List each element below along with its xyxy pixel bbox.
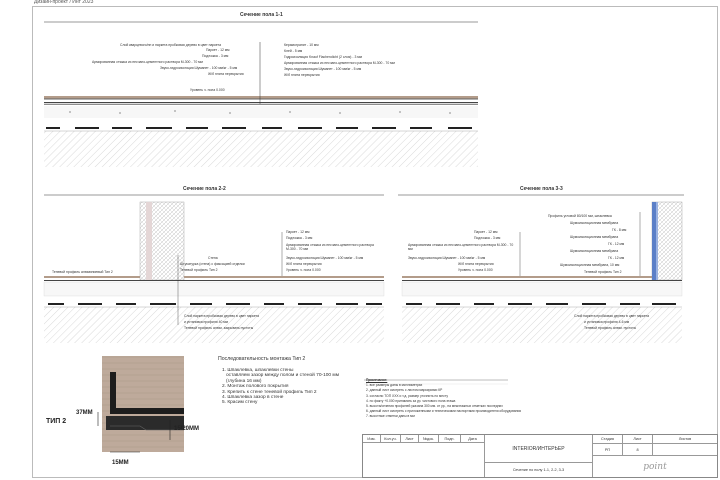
tb-project: INTERIOR/ИНТЕРЬЕР — [485, 435, 593, 463]
section-1-1-title: Сечение пола 1-1 — [240, 12, 283, 18]
tb-header: Кол.уч. — [381, 435, 401, 443]
tb-sheets — [653, 444, 717, 456]
section-2-2-title: Сечение пола 2-2 — [183, 186, 226, 192]
s2-right-note: Ж/б плита перекрытия — [286, 262, 322, 266]
note-line: 4. по факту +0.000 принимать за ур. чистового пола этажа — [366, 398, 456, 403]
s2-mid-note: Теневой профиль Тип 2 — [180, 268, 218, 272]
s1-left-note: Уровень ч. пола 0.000 — [190, 88, 225, 92]
s1-left-note: Паркет - 12 мм — [206, 48, 230, 52]
tb-stage-label: Стадия — [593, 435, 623, 444]
note-line: 6. данный лист смотреть с приложенными и техническими паспортами производителя оборудования — [366, 409, 522, 414]
s2-bottom-note: Слой паркета пробковая дерево в цвет паркета — [184, 314, 260, 318]
note-line: 1. все размеры даны в миллиметрах — [366, 383, 423, 388]
s2-right-note: Уровень ч. пола 0.000 — [286, 268, 321, 272]
tb-header: Лист — [401, 435, 419, 443]
s1-left-note: Звуко-гидроизоляция Шуманет - 100 мм/кг - 5 мм — [160, 66, 238, 70]
underlay-layer — [44, 99, 478, 100]
sequence-step: 2. Монтаж полового покрытия — [222, 384, 289, 390]
notes-title: Примечание: — [366, 378, 388, 382]
s3-right-note: Профиль угловой 80/100 мм, шпаклевка — [548, 214, 612, 218]
s3-bottom-note: Теневой профиль алюм. пустоты — [584, 326, 637, 330]
parquet-layer — [44, 96, 478, 99]
s3-right-note: ГК - 12 мм — [608, 242, 625, 246]
s2-right-note: Паркет - 12 мм — [286, 230, 310, 234]
note-line: 3. согласно ТОП ХХХ и т.д. размер уточнить по месту — [366, 393, 448, 398]
dim-37-label: 37ММ — [76, 410, 93, 416]
s1-left-note: Армированная стяжка из песчано-цементного раствора М-300 - 70 мм — [92, 60, 203, 64]
sequence-step: оставляем зазор между полом и стеной 70-100 мм — [222, 373, 340, 379]
s3-right-note: Шумоизоляционная мембрана, 10 мм — [560, 263, 620, 267]
s1-right-note: Ж/б плита перекрытия — [284, 73, 320, 77]
s2-mid-note: Стена — [208, 256, 218, 260]
screed-layer — [44, 106, 478, 118]
s3-left-note: Уровень ч. пола 0.000 — [458, 268, 493, 272]
s3-right-note: Теневой профиль Тип 2 — [584, 270, 622, 274]
dim-1520-label: 15/20ММ — [174, 426, 200, 432]
s2-right-note: Армированная стяжка из песчано-цементного раствора М-300 - 70 мм — [286, 243, 374, 251]
s2-bottom-note: Теневой профиль алюм. закрывать пустоты — [184, 326, 254, 330]
sequence-title: Последовательность монтажа Тип 2 — [218, 356, 306, 362]
tb-sheet-no: 8 — [623, 444, 653, 456]
s3-left-note: Подложка - 3 мм — [474, 236, 501, 240]
section-3-3-title: Сечение пола 3-3 — [520, 186, 563, 192]
s1-left-note: Слой кварцевого/пп и паркета пробковая дерево в цвет паркета — [120, 43, 221, 47]
tb-header: Изм. — [363, 435, 381, 443]
screed-top — [44, 102, 478, 103]
title-block — [362, 434, 718, 478]
s1-left-note: Подложка - 3 мм — [202, 54, 229, 58]
s3-right-note: Шумоизоляционная мембрана — [570, 249, 619, 253]
tb-logo: point — [643, 461, 667, 472]
s2-mid-note: Штукатурка (стена) с фиксацией отделки — [180, 262, 245, 266]
sequence-step: (глубина 16 мм) — [222, 378, 262, 384]
s3-left-note: Ж/б плита перекрытия — [458, 262, 494, 266]
s3-bottom-note: и установка профиля 4-6 мм — [584, 320, 630, 324]
tb-header: Дата — [461, 435, 485, 443]
sequence-step: 1. Шпаклевка, шпаклевки стены — [222, 368, 294, 373]
s2-right-note: Звуко-гидроизоляция Шуманет - 100 мм/кг - 5 мм — [286, 256, 364, 260]
s3-right-note: ГК - 12 мм — [608, 256, 625, 260]
note-line: 7. высотные отметки даны в мм — [366, 414, 415, 419]
section-1-1 — [44, 22, 478, 167]
dim-15-label: 15ММ — [112, 460, 129, 466]
s3-left-note: Армированная стяжка из песчано-цементного раствора М-300 - 70 мм — [408, 243, 514, 251]
gypsum-layer — [652, 202, 656, 280]
s1-right-note: Клей - 5 мм — [284, 49, 303, 53]
s1-right-note: Звуко-гидроизоляция Шуманет - 100 мм/кг - 5 мм — [284, 67, 362, 71]
tb-header: №док. — [419, 435, 439, 443]
s2-bottom-note: и установка профиля 40 мм — [184, 320, 228, 324]
s3-right-note: Шумоизоляционная мембрана — [570, 221, 619, 225]
s1-right-note: Керамогранит - 10 мм — [284, 43, 319, 47]
s1-right-note: Армированная стяжка из песчано-цементного раствора М-300 - 70 мм — [284, 61, 395, 65]
s1-right-note: Гидроизоляция Knauf Flachendicht (2 слоя) - 3 мм — [284, 55, 362, 59]
tb-stage: РП — [593, 444, 623, 456]
profile-detail — [98, 356, 184, 452]
notes-block — [366, 378, 521, 420]
tb-blank — [363, 443, 485, 477]
s3-right-note: ГК - 8 мм — [612, 228, 627, 232]
tb-header: Подп. — [439, 435, 461, 443]
sequence-list — [222, 368, 339, 406]
soundproof-strips — [46, 127, 472, 129]
top-stamp: Дизайн-проект / Инт 2023 — [34, 0, 94, 5]
note-line: 5. высота/сечения профилей указана 300 мм. от ур., на межэтажных отметках последних — [366, 404, 503, 409]
detail-type-label: ТИП 2 — [46, 418, 67, 425]
tb-sheet-name: Сечение по полу 1-1, 2-2, 3-3 — [485, 463, 593, 477]
sequence-step: 3. Крепить к стене теневой профиль Тип 2 — [222, 389, 317, 395]
s2-left-note: Теневой профиль алюминиевый Тип 2 — [52, 270, 113, 274]
sequence-step: 4. Шпаклевка зазор в стене — [222, 395, 284, 401]
s3-right-note: Шумоизоляционная мембрана — [570, 235, 619, 239]
s3-bottom-note: Слой паркета пробковая дерево в цвет паркета — [574, 314, 650, 318]
section-3-3 — [398, 195, 684, 343]
tb-sheet-label: Лист — [623, 435, 653, 444]
tb-sheets-label: Листов — [653, 435, 717, 444]
note-line: 2. данный лист смотреть с листом маркировки КР — [366, 388, 443, 393]
s3-left-note: Звуко-гидроизоляция Шуманет - 100 мм/кг - 5 мм — [408, 256, 486, 260]
s1-left-note: Ж/б плита перекрытия — [208, 72, 244, 76]
plaster-layer — [146, 202, 152, 280]
s2-right-note: Подложка - 3 мм — [286, 236, 313, 240]
concrete-slab — [44, 131, 478, 167]
s3-left-note: Паркет - 12 мм — [474, 230, 498, 234]
sequence-step: 5. Красим стену — [222, 400, 258, 406]
